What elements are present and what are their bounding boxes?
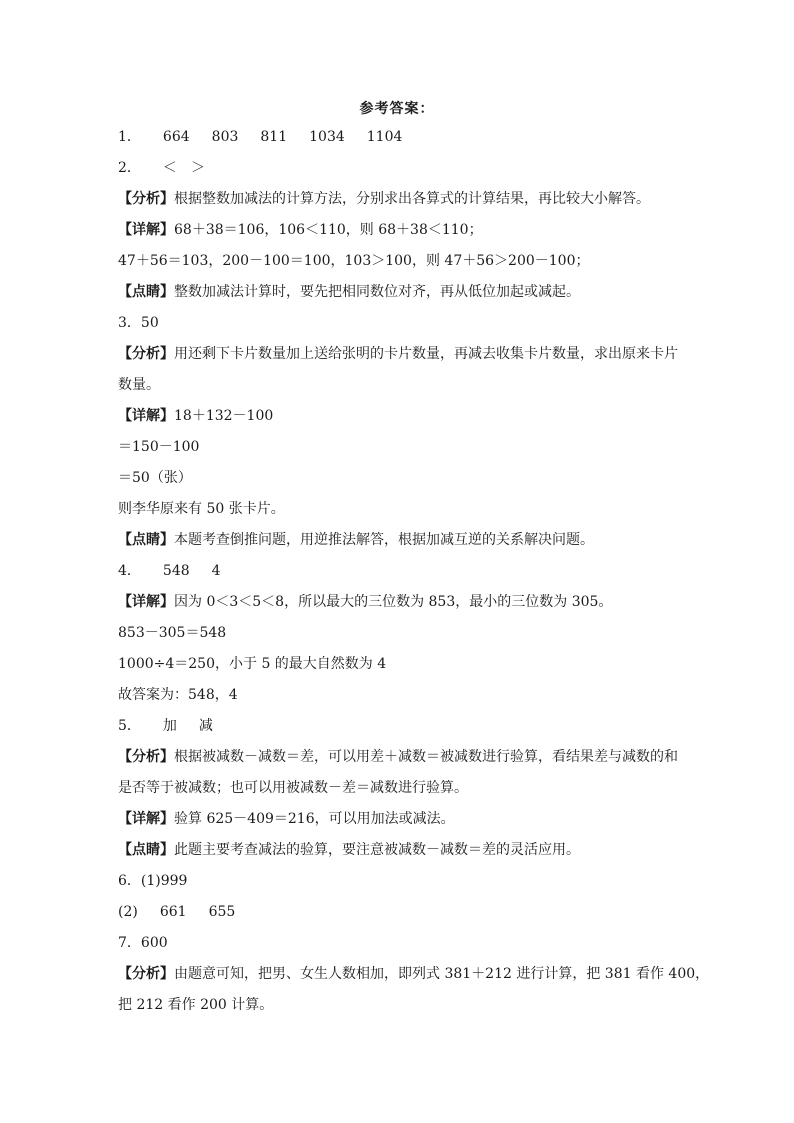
q1-answer-line — [118, 122, 688, 153]
analysis-tag: 【分析】 — [118, 191, 174, 207]
detail-tag: 【详解】 — [118, 222, 174, 238]
q4-answer: 548 — [162, 563, 190, 579]
analysis-tag: 【分析】 — [118, 346, 174, 362]
q1-answer: 1034 — [309, 129, 345, 145]
q5-detail — [118, 804, 688, 835]
q6-answer: 655 — [208, 904, 236, 920]
q3-step: ＝50（张） — [118, 470, 192, 486]
comment-tag: 【点睛】 — [118, 842, 174, 858]
comment-text: 整数加减法计算时，要先把相同数位对齐，再从低位加起或减起。 — [174, 284, 580, 300]
answer-content — [118, 122, 710, 1021]
q6-answer-line-2 — [118, 897, 688, 928]
analysis-text: 根据整数加减法的计算方法，分别求出各算式的计算结果，再比较大小解答。 — [174, 191, 650, 207]
q7-answer-line: 7．600 — [118, 935, 168, 951]
analysis-tag: 【分析】 — [118, 749, 174, 765]
q1-answer: 664 — [162, 129, 190, 145]
analysis-text: 由题意可知，把男、女生人数相加，即列式 381＋212 进行计算，把 381 看作 400， — [174, 966, 710, 982]
q5-comment — [118, 835, 688, 866]
analysis-text: 用还剩下卡片数量加上送给张明的卡片数量，再减去收集卡片数量，求出原来卡片 — [174, 346, 678, 362]
analysis-text: 根据被减数－减数＝差，可以用差＋减数＝被减数进行验算，看结果差与减数的和 — [174, 749, 678, 765]
q5-answer: 加 — [162, 718, 177, 734]
q2-analysis — [118, 184, 688, 215]
q4-answer: 4 — [211, 563, 221, 579]
comment-tag: 【点睛】 — [118, 284, 174, 300]
detail-text: 18＋132－100 — [174, 408, 274, 424]
q4-detail-cont: 1000÷4＝250，小于 5 的最大自然数为 4 — [118, 656, 387, 672]
q2-comment — [118, 277, 688, 308]
q1-answer: 811 — [260, 129, 288, 145]
q4-final-answer: 故答案为：548，4 — [118, 687, 238, 703]
q2-answer-line — [118, 153, 688, 184]
page-title: 参考答案： — [359, 101, 435, 117]
q4-number: 4． — [118, 563, 141, 579]
q3-conclusion: 则李华原来有 50 张卡片。 — [118, 501, 285, 517]
comment-text: 此题主要考查减法的验算，要注意被减数－减数＝差的灵活应用。 — [174, 842, 580, 858]
analysis-tag: 【分析】 — [118, 966, 174, 982]
q3-comment — [118, 525, 688, 556]
q3-analysis-cont: 数量。 — [118, 377, 160, 393]
q5-analysis-cont: 是否等于被减数；也可以用被减数－差＝减数进行验算。 — [118, 780, 468, 796]
detail-tag: 【详解】 — [118, 811, 174, 827]
comment-tag: 【点睛】 — [118, 532, 174, 548]
q7-analysis-cont: 把 212 看作 200 计算。 — [118, 997, 274, 1013]
detail-text: 因为 0＜3＜5＜8，所以最大的三位数为 853，最小的三位数为 305。 — [174, 594, 613, 610]
q3-analysis — [118, 339, 688, 370]
q3-answer-line: 3．50 — [118, 315, 159, 331]
comment-text: 本题考查倒推问题，用逆推法解答，根据加减互逆的关系解决问题。 — [174, 532, 594, 548]
q3-detail — [118, 401, 688, 432]
q4-detail — [118, 587, 688, 618]
q4-detail-cont: 853－305＝548 — [118, 625, 227, 641]
q2-detail — [118, 215, 688, 246]
detail-text: 验算 625－409＝216，可以用加法或减法。 — [174, 811, 455, 827]
q4-answer-line — [118, 556, 688, 587]
detail-text: 68＋38＝106，106＜110，则 68＋38＜110； — [174, 222, 483, 238]
detail-tag: 【详解】 — [118, 408, 174, 424]
q1-number: 1． — [118, 129, 141, 145]
q6-answer-line: 6．(1)999 — [118, 873, 188, 889]
q6-answer: 661 — [159, 904, 187, 920]
q2-answer: ＜ — [162, 160, 177, 176]
q1-answer: 803 — [211, 129, 239, 145]
q2-answer: ＞ — [190, 160, 205, 176]
q7-analysis — [118, 959, 710, 990]
q5-answer-line — [118, 711, 688, 742]
q5-analysis — [118, 742, 688, 773]
q2-number: 2． — [118, 160, 141, 176]
q3-step: ＝150－100 — [118, 439, 200, 455]
q2-detail-cont: 47＋56＝103，200－100＝100，103＞100，则 47＋56＞200－100； — [118, 253, 590, 269]
q6-subnumber: (2) — [118, 904, 138, 920]
q1-answer: 1104 — [366, 129, 403, 145]
q5-number: 5． — [118, 718, 141, 734]
q5-answer: 减 — [198, 718, 213, 734]
detail-tag: 【详解】 — [118, 594, 174, 610]
